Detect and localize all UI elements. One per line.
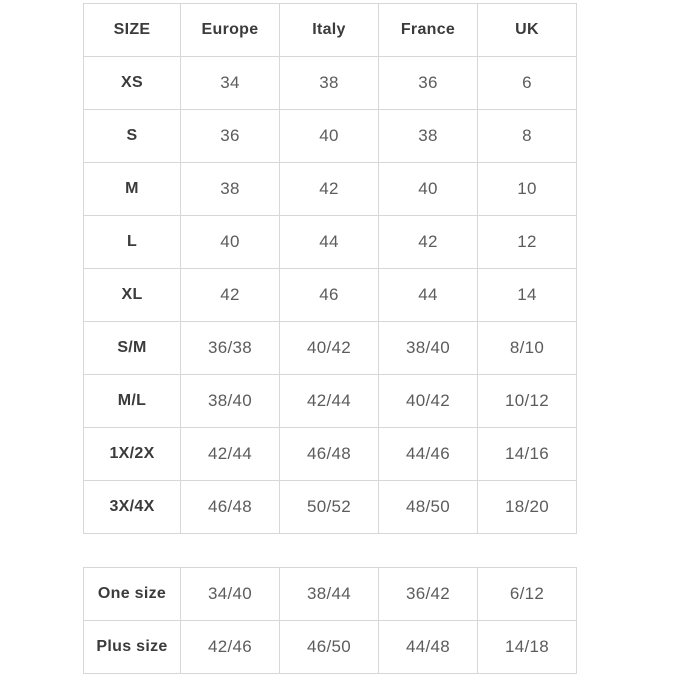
cell-europe: 34/40 xyxy=(181,568,280,621)
table-row-m xyxy=(84,163,577,216)
table-row-s-m xyxy=(84,322,577,375)
header-uk: UK xyxy=(478,4,577,57)
cell-italy: 38/44 xyxy=(280,568,379,621)
table-row-1x-2x xyxy=(84,428,577,481)
cell-uk: 18/20 xyxy=(478,481,577,534)
cell-uk: 14/16 xyxy=(478,428,577,481)
row-label: XS xyxy=(84,57,181,110)
cell-europe: 36 xyxy=(181,110,280,163)
row-label: M xyxy=(84,163,181,216)
cell-france: 36/42 xyxy=(379,568,478,621)
cell-uk: 14 xyxy=(478,269,577,322)
row-label: XL xyxy=(84,269,181,322)
cell-italy: 38 xyxy=(280,57,379,110)
cell-italy: 42 xyxy=(280,163,379,216)
cell-france: 48/50 xyxy=(379,481,478,534)
cell-italy: 46/48 xyxy=(280,428,379,481)
cell-uk: 6/12 xyxy=(478,568,577,621)
row-label: Plus size xyxy=(84,621,181,674)
cell-uk: 8 xyxy=(478,110,577,163)
cell-europe: 46/48 xyxy=(181,481,280,534)
table-row-3x-4x xyxy=(84,481,577,534)
row-label: M/L xyxy=(84,375,181,428)
header-italy: Italy xyxy=(280,4,379,57)
table-row-one-size xyxy=(84,568,577,621)
cell-italy: 40/42 xyxy=(280,322,379,375)
cell-uk: 12 xyxy=(478,216,577,269)
cell-france: 38/40 xyxy=(379,322,478,375)
tables-container xyxy=(83,3,577,674)
cell-france: 40 xyxy=(379,163,478,216)
size-conversion-table xyxy=(83,3,577,534)
tables-gap xyxy=(83,534,577,567)
cell-europe: 42 xyxy=(181,269,280,322)
cell-italy: 46 xyxy=(280,269,379,322)
row-label: 3X/4X xyxy=(84,481,181,534)
cell-italy: 50/52 xyxy=(280,481,379,534)
cell-europe: 36/38 xyxy=(181,322,280,375)
cell-europe: 40 xyxy=(181,216,280,269)
cell-italy: 46/50 xyxy=(280,621,379,674)
row-label: S/M xyxy=(84,322,181,375)
header-france: France xyxy=(379,4,478,57)
cell-europe: 42/46 xyxy=(181,621,280,674)
row-label: S xyxy=(84,110,181,163)
cell-france: 44 xyxy=(379,269,478,322)
cell-uk: 14/18 xyxy=(478,621,577,674)
table-row-s xyxy=(84,110,577,163)
cell-uk: 10 xyxy=(478,163,577,216)
table-row-l xyxy=(84,216,577,269)
cell-uk: 10/12 xyxy=(478,375,577,428)
row-label: 1X/2X xyxy=(84,428,181,481)
table-row-m-l xyxy=(84,375,577,428)
cell-italy: 40 xyxy=(280,110,379,163)
cell-france: 40/42 xyxy=(379,375,478,428)
cell-france: 38 xyxy=(379,110,478,163)
cell-france: 36 xyxy=(379,57,478,110)
cell-france: 44/48 xyxy=(379,621,478,674)
cell-italy: 44 xyxy=(280,216,379,269)
cell-uk: 6 xyxy=(478,57,577,110)
cell-france: 42 xyxy=(379,216,478,269)
cell-europe: 34 xyxy=(181,57,280,110)
cell-europe: 38 xyxy=(181,163,280,216)
row-label: L xyxy=(84,216,181,269)
cell-italy: 42/44 xyxy=(280,375,379,428)
cell-uk: 8/10 xyxy=(478,322,577,375)
cell-europe: 38/40 xyxy=(181,375,280,428)
cell-france: 44/46 xyxy=(379,428,478,481)
cell-europe: 42/44 xyxy=(181,428,280,481)
table-header-row xyxy=(84,4,577,57)
header-europe: Europe xyxy=(181,4,280,57)
header-size: SIZE xyxy=(84,4,181,57)
table-row-xl xyxy=(84,269,577,322)
special-sizes-table xyxy=(83,567,577,674)
row-label: One size xyxy=(84,568,181,621)
table-row-xs xyxy=(84,57,577,110)
table-row-plus-size xyxy=(84,621,577,674)
